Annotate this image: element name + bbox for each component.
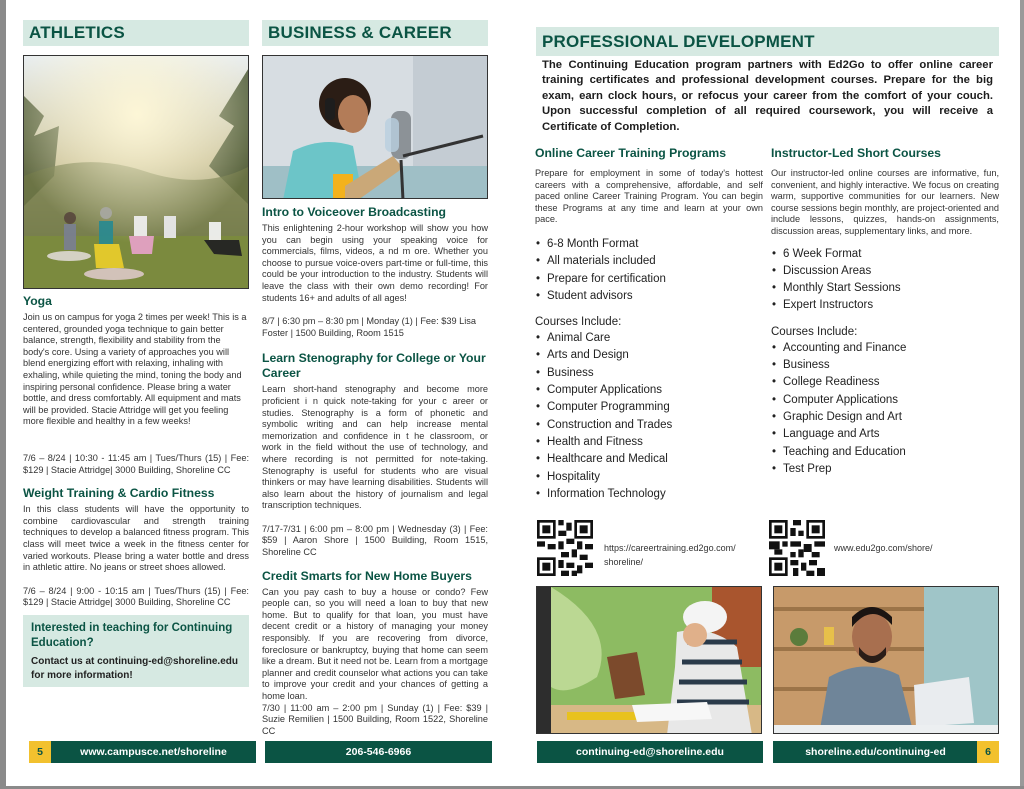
course-item: • Computer Applications xyxy=(535,382,763,399)
laptop-man-photo-illustration xyxy=(774,587,999,734)
yoga-photo-illustration xyxy=(24,56,249,289)
teaching-callout xyxy=(23,615,249,687)
athletics-column xyxy=(23,20,249,687)
engineer-photo-illustration xyxy=(537,587,762,734)
course-item: • Hospitality xyxy=(535,469,763,486)
edu2go-url[interactable]: www.edu2go.com/shore/ xyxy=(834,543,933,553)
career-training-url[interactable] xyxy=(604,541,764,569)
course-description-stenography: Learn short-hand stenography and become more proficient i n quick note-taking for your c areer or studies. Stenography is a form of phonetic and symbolic writing and can help increase mental memorization and confidence in t he classroom, or work in the field without the use of technology, and where recording is not permitted for note-taking. Stenography is useful for students who are visual thinkers or may have learning disabilities. Students will also learn about the history of journalism and legal transcription techniques. xyxy=(262,384,488,511)
voiceover-photo-illustration xyxy=(263,56,488,199)
laptop-man-photo xyxy=(773,586,999,734)
professional-development-section xyxy=(536,27,999,135)
course-details-credit-smarts: 7/30 | 11:00 am – 2:00 pm | Sunday (1) | Fee: $39 | Suzie Remilien | 1500 Building, Room 1522, Shoreline CC xyxy=(262,702,488,736)
feature-item: • 6-8 Month Format xyxy=(535,236,763,253)
course-item: • Business xyxy=(535,365,763,382)
feature-item: • Monthly Start Sessions xyxy=(771,280,999,297)
feature-item: • Student advisors xyxy=(535,288,763,305)
voiceover-photo xyxy=(262,55,488,199)
course-title-voiceover: Intro to Voiceover Broadcasting xyxy=(262,205,446,219)
course-title-weight-training: Weight Training & Cardio Fitness xyxy=(23,486,215,501)
course-item: • Accounting and Finance xyxy=(771,340,999,357)
course-item: • Computer Programming xyxy=(535,399,763,416)
course-title-stenography: Learn Stenography for College or Your Career xyxy=(262,351,486,381)
course-item: • Graphic Design and Art xyxy=(771,409,999,426)
course-item: • Teaching and Education xyxy=(771,444,999,461)
course-item: • Arts and Design xyxy=(535,347,763,364)
page-number-5: 5 xyxy=(29,741,51,763)
engineer-photo xyxy=(536,586,762,734)
course-description-credit-smarts: Can you pay cash to buy a house or condo? Few people can, so you will need a loan to buy that new home. But to qualify for that loan, you must have decent credit or a history of managing your money responsibly. If you are recovering from divorce, foreclosure or bankruptcy, buying that home can seem like a dream. But it need not be. Learn from a mortgage planner and credit counselor what actions you can take to improve your credit and your chances of getting a home loan. xyxy=(262,586,488,701)
yoga-photo xyxy=(23,55,249,289)
qr-code-icon-edu2go[interactable] xyxy=(769,520,825,576)
callout-contact-text[interactable]: Contact us at continuing-ed@shoreline.edu for more information! xyxy=(31,655,238,681)
online-programs-title: Online Career Training Programs xyxy=(535,146,726,160)
url-line-1: https://careertraining.ed2go.com/ xyxy=(604,543,736,553)
section-heading-business: BUSINESS & CAREER xyxy=(262,20,488,46)
section-heading-athletics: ATHLETICS xyxy=(23,20,249,46)
short-courses-features xyxy=(771,246,999,315)
footer-website-link[interactable]: www.campusce.net/shoreline xyxy=(51,741,256,763)
short-courses-label: Courses Include: xyxy=(771,325,858,338)
online-courses-label: Courses Include: xyxy=(535,316,622,329)
course-details-stenography: 7/17-7/31 | 6:00 pm – 8:00 pm | Wednesday (3) | Fee: $59 | Aaron Shore | 1500 Building, Room 1515, Shoreline CC xyxy=(262,523,488,558)
course-item: • Construction and Trades xyxy=(535,417,763,434)
online-programs-column xyxy=(535,146,763,503)
footer-email-link[interactable]: continuing-ed@shoreline.edu xyxy=(537,741,763,763)
callout-title: Interested in teaching for Continuing Education? xyxy=(31,621,233,649)
short-courses-description: Our instructor-led online courses are informative, fun, convenient, and highly interactive. We focus on creating warm, supportive communities for our learners. New course sessions begin monthly, are project-oriented and include lessons, quizzes, hands-on assignments, discussion areas, supplementary links, and more. xyxy=(771,168,999,236)
course-title-yoga: Yoga xyxy=(23,294,52,308)
page-frame-right xyxy=(1020,0,1024,789)
course-details-weight-training: 7/6 – 8/24 | 9:00 - 10:15 am | Tues/Thurs (15) | Fee: $129 | Stacie Attridge| 3000 Building, Shoreline CC xyxy=(23,585,249,608)
feature-item: • Prepare for certification xyxy=(535,271,763,288)
course-item: • Business xyxy=(771,357,999,374)
course-item: • Computer Applications xyxy=(771,392,999,409)
course-details-yoga: 7/6 – 8/24 | 10:30 - 11:45 am | Tues/Thurs (15) | Fee: $129 | Stacie Attridge| 3000 Building, Shoreline CC xyxy=(23,452,249,475)
course-description-yoga: Join us on campus for yoga 2 times per week! This is a centered, grounded yoga technique to gain better balance, strength, flexibility and stability from the body's core. Using a variety of approaches you will blend energizing effort with relaxing, inhaling with exhaling, while quieting the mind, toning the body and inspiring personal confidence. Please bring a water bottle, and dress comfortably. All equipment and mats will be provided. Stacie Attridge will get you feeling more flexible and healthy in a few weeks! xyxy=(23,312,247,427)
course-description-voiceover: This enlightening 2-hour workshop will show you how you can begin using your speaking voice for commercials, films, videos, a nd m ore. Whether you choose to pursue voice-overs part-time or full-time, this could be your introduction to the industry. Students will leave the class with their own demo recording! For students 16+ and adults of all ages! xyxy=(262,223,488,303)
short-courses-list xyxy=(771,340,999,478)
course-item: • Health and Fitness xyxy=(535,434,763,451)
footer-phone[interactable]: 206-546-6966 xyxy=(265,741,492,763)
qr-code-icon-career-training[interactable] xyxy=(537,520,593,576)
short-courses-column xyxy=(771,146,999,478)
feature-item: • 6 Week Format xyxy=(771,246,999,263)
feature-item: • All materials included xyxy=(535,253,763,270)
course-description-weight-training: In this class students will have the opportunity to combine cardiovascular and strength training techniques to develop a balanced fitness program. This class will meet twice a week in the fitness center for varied workouts. Please bring a water bottle and dress in athletic attire. No jeans or street shoes allowed. xyxy=(23,504,249,573)
course-item: • Test Prep xyxy=(771,461,999,478)
footer-continuing-ed-link[interactable]: shoreline.edu/continuing-ed xyxy=(773,741,978,763)
online-programs-description: Prepare for employment in some of today's hottest careers with a comprehensive, affordable, and self paced online Career Training Program. You can begin these Programs at any time and learn at your own pace. xyxy=(535,168,763,225)
section-heading-professional-development: PROFESSIONAL DEVELOPMENT xyxy=(536,27,999,56)
page-number-6: 6 xyxy=(977,741,999,763)
course-item: • Healthcare and Medical xyxy=(535,451,763,468)
short-courses-title: Instructor-Led Short Courses xyxy=(771,146,941,160)
course-title-credit-smarts: Credit Smarts for New Home Buyers xyxy=(262,568,472,583)
business-column xyxy=(262,20,488,737)
feature-item: • Discussion Areas xyxy=(771,263,999,280)
course-item: • College Readiness xyxy=(771,374,999,391)
course-item: • Information Technology xyxy=(535,486,763,503)
course-details-voiceover: 8/7 | 6:30 pm – 8:30 pm | Monday (1) | Fee: $39 Lisa Foster | 1500 Building, Room 1515 xyxy=(262,316,476,338)
course-item: • Language and Arts xyxy=(771,426,999,443)
page-frame-left xyxy=(0,0,6,789)
professional-development-intro: The Continuing Education program partners with Ed2Go to offer online career training certificates and professional development courses. Prepare for the big exam, earn clock hours, or refocus your career from the comfort of your couch. Upon successful completion of all required coursework, you will receive a Certificate of Completion. xyxy=(542,59,993,133)
course-item: • Animal Care xyxy=(535,330,763,347)
online-courses-list xyxy=(535,330,763,503)
url-line-2: shoreline/ xyxy=(604,557,644,567)
online-programs-features xyxy=(535,236,763,305)
feature-item: • Expert Instructors xyxy=(771,297,999,314)
